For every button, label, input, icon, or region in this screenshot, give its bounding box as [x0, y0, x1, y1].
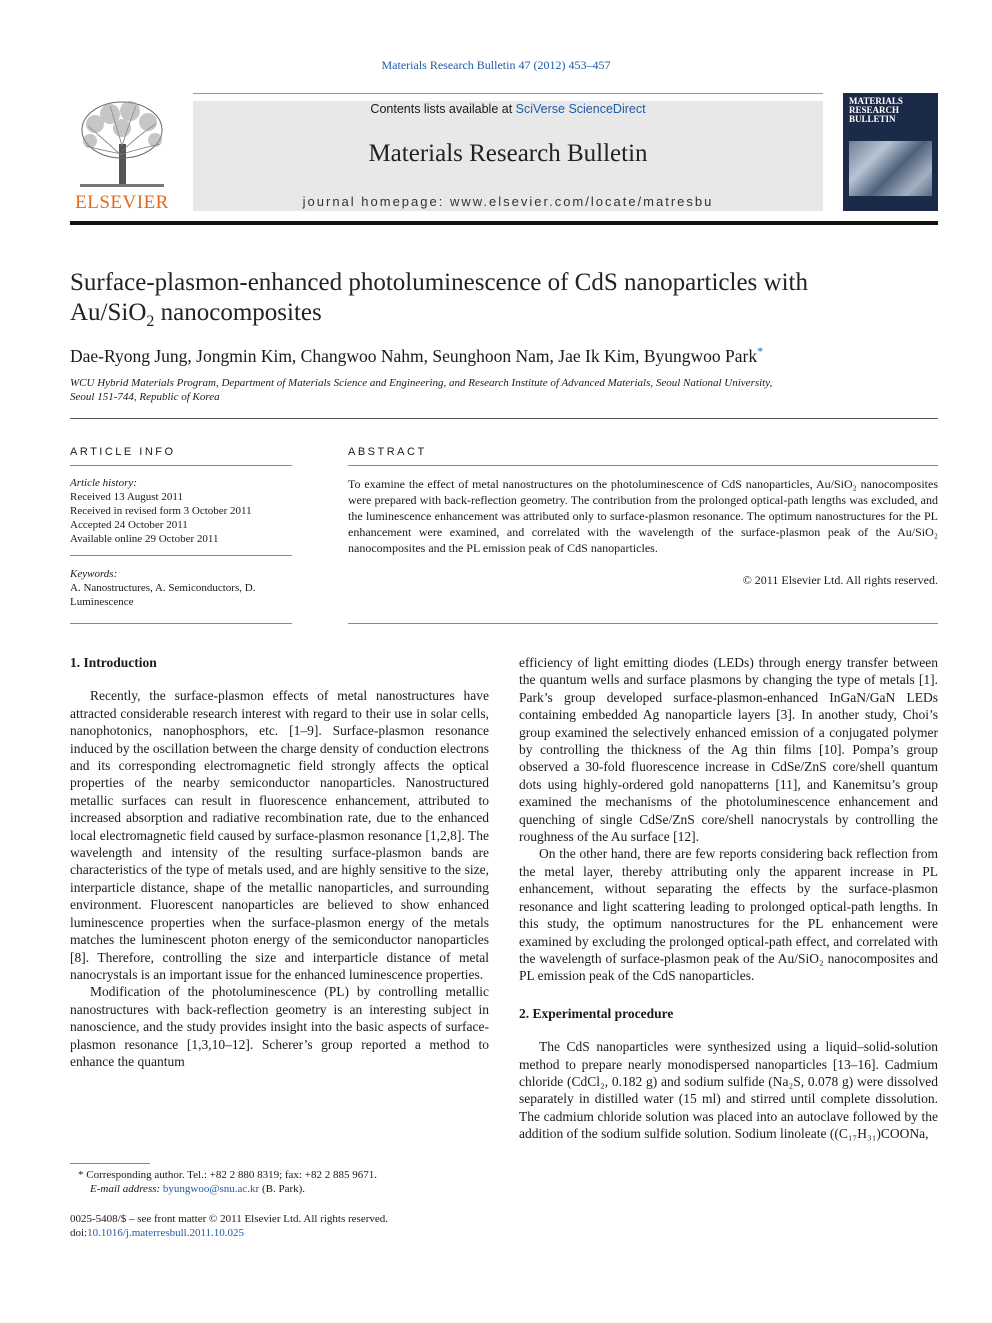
paragraph: efficiency of light emitting diodes (LEDs) through energy transfer between the quantum wells and surface plasmons by changing the type of metals [1]. Park’s group developed surface-plasmon-enhanced InGaN/GaN LEDs containing embedded Ag nanoparticle layers [3]. In another study, Choi’s group examined the selectively enhanced emission of a conjugated polymer by controlling the thickness of the Ag thin films [10]. Pompa’s group observed a 30-fold fluorescence increase in CdSe/ZnS core/shell quantum dots using highly-ordered gold nanopatterns [11], and Kanemitsu’s group examined the mechanisms of the photoluminescence enhancement and quenching of single CdSe/ZnS core/shell nanocrystals by controlling the roughness of the Au surface [12]. [519, 655, 938, 845]
history-label: Article history: [70, 477, 137, 489]
history-item: Available online 29 October 2011 [70, 533, 219, 545]
issn-line: 0025-5408/$ – see front matter © 2011 Elsevier Ltd. All rights reserved. [70, 1213, 389, 1225]
keywords-label: Keywords: [70, 568, 118, 580]
header-rule [70, 221, 938, 225]
paragraph: On the other hand, there are few reports considering back reflection from the metal layer, thereby attributing only the apparent increase in PL enhancement, without separating the effects by the surface-plasmon resonance and light scattering leading to prolonged optical-path lengths. In this study, the optimum nanostructures for the PL enhancement were examined by excluding the prolonged optical-path effect, and correlated with the wavelength of surface-plasmon peak of the Au/SiO₂ nanocomposites and PL emission peak of the CdS nanoparticles. [519, 846, 938, 984]
contents-line [193, 102, 823, 116]
abstract-heading: ABSTRACT [348, 446, 427, 458]
title-formula: Au/SiO [70, 299, 147, 326]
divider [348, 623, 938, 624]
cover-image [849, 141, 932, 196]
keywords-line: Luminescence [70, 596, 134, 608]
email-line [78, 1182, 498, 1196]
footnote-divider [70, 1163, 150, 1164]
sciencedirect-link[interactable]: SciVerse ScienceDirect [515, 102, 646, 116]
journal-citation[interactable]: Materials Research Bulletin 47 (2012) 453–457 [381, 58, 611, 72]
abstract-copyright: © 2011 Elsevier Ltd. All rights reserved. [742, 573, 938, 587]
divider [70, 555, 292, 556]
cover-title-line: BULLETIN [849, 114, 896, 124]
article-info-heading: ARTICLE INFO [70, 446, 176, 458]
tree-icon [70, 96, 174, 192]
paragraph: Recently, the surface-plasmon effects of metal nanostructures have attracted considerable research interest with regard to their use in solar cells, nanophotonics, nanophosphors, etc. [1–9]. Surface-plasmon resonance induced by the oscillation between the charge density of conduction electrons and its corresponding electromagnetic field strongly affects the optical properties of the nearby semiconductor nanoparticles. Nanostructured metallic surfaces can result in fluorescence enhancement, attributed to increased absorption and radiative recombination rate, due to the enhanced local electromagnetic field caused by surface-plasmon resonance [1,2,8]. The wavelength and intensity of the resulting surface-plasmon bands are characteristics of the type of metals used, and are highly sensitive to the size, interparticle distance, shape of the metallic nanoparticles, and surrounding environment. Fluorescent nanoparticles are believed to show enhanced luminescence properties when the surface-plasmon energy of the metals matches the luminescent photon energy of the semiconductor nanoparticles [8]. Therefore, controlling the size and interparticle distance of metal nanocrystals is an important issue for the enhanced luminescence properties. [70, 688, 489, 982]
author-list [70, 344, 938, 367]
email-label: E-mail address: [90, 1183, 163, 1195]
elsevier-logo [70, 96, 174, 214]
article-history [70, 476, 292, 546]
cover-title-line: MATERIALS [849, 96, 903, 106]
abstract-text: To examine the effect of metal nanostructures on the photoluminescence of CdS nanoparticles, Au/SiO₂ nanocomposites were prepared with back-reflection geometry. The contribution from the prolonged optical-path lengths was excluded, and the luminescence enhancement was attributed only to surface-plasmon resonance. The optimum nanostructures for the PL enhancement were examined, and correlated with the wavelength of the surface-plasmon peak of the Au/SiO₂ nanocomposites and the PL emission peak of CdS nanoparticles. [348, 477, 938, 555]
paragraph: Modification of the photoluminescence (PL) by controlling metallic nanostructures with back-reflection geometry is an interesting subject in nanoscience, and the study provides insight into the basic aspects of surface-plasmon resonance [1,3,10–12]. Scherer’s group reported a method to enhance the quantum [70, 984, 489, 1069]
history-item: Received 13 August 2011 [70, 491, 183, 503]
title-line-1: Surface-plasmon-enhanced photoluminescence of CdS nanoparticles with [70, 269, 808, 296]
corresponding-note: * Corresponding author. Tel.: +82 2 880 8319; fax: +82 2 885 9671. [78, 1169, 377, 1181]
keywords-line: A. Nanostructures, A. Semiconductors, D. [70, 582, 256, 594]
front-matter [70, 1212, 570, 1240]
email-link[interactable]: byungwoo@snu.ac.kr [162, 1183, 260, 1195]
doi-label: doi: [70, 1227, 88, 1239]
keywords [70, 567, 292, 609]
divider [70, 623, 292, 624]
corresponding-note-text: Corresponding author. Tel.: +82 2 880 8319; fax: +82 2 885 9671. [86, 1169, 377, 1181]
divider [70, 465, 292, 466]
right-column [519, 654, 938, 1143]
article-title [70, 268, 938, 337]
banner-divider [193, 93, 823, 94]
cover-title [849, 97, 903, 124]
corresponding-author-mark[interactable]: * [757, 344, 764, 358]
left-column [70, 654, 489, 1070]
section-heading-introduction: 1. Introduction [70, 655, 157, 670]
title-line-2 [70, 298, 938, 337]
elsevier-wordmark: ELSEVIER [75, 192, 169, 213]
email-suffix: (B. Park). [259, 1183, 306, 1195]
paragraph: The CdS nanoparticles were synthesized using a liquid–solid-solution method to prepare nearly monodispersed nanoparticles [13–16]. Cadmium chloride (CdCl₂, 0.182 g) and sodium sulfide (Na₂S, 0.078 g) were dissolved separately in distilled water (15 ml) and stirred until complete dissolution. The cadmium chloride solution was placed into an autoclave followed by the addition of the sodium sulfide solution. Sodium linoleate ((C₁₇H₃₁)COONa, [519, 1039, 938, 1142]
title-subscript: 2 [146, 313, 155, 330]
affiliation-line-1: WCU Hybrid Materials Program, Department of Materials Science and Engineering, and Research Institute of Advanced Materials, Seoul National University, [70, 377, 773, 389]
contents-prefix: Contents lists available at [370, 102, 516, 116]
divider [70, 418, 938, 419]
authors-text: Dae-Ryong Jung, Jongmin Kim, Changwoo Nahm, Seunghoon Nam, Jae Ik Kim, Byungwoo Park [70, 345, 758, 366]
journal-homepage[interactable]: journal homepage: www.elsevier.com/locate/matresbu [302, 194, 714, 209]
affiliation-line-2: Seoul 151-744, Republic of Korea [70, 391, 220, 403]
doi-link[interactable]: 10.1016/j.materresbull.2011.10.025 [87, 1227, 245, 1239]
journal-cover [843, 93, 938, 211]
corresponding-footnote [78, 1168, 498, 1196]
affiliation [70, 376, 938, 404]
history-item: Received in revised form 3 October 2011 [70, 505, 252, 517]
divider [348, 465, 938, 466]
cover-title-line: RESEARCH [849, 105, 900, 115]
title-rest: nanocomposites [154, 299, 322, 326]
history-item: Accepted 24 October 2011 [70, 519, 188, 531]
journal-name: Materials Research Bulletin [368, 140, 648, 167]
section-heading-experimental: 2. Experimental procedure [519, 1005, 674, 1021]
doi-line [70, 1226, 570, 1240]
